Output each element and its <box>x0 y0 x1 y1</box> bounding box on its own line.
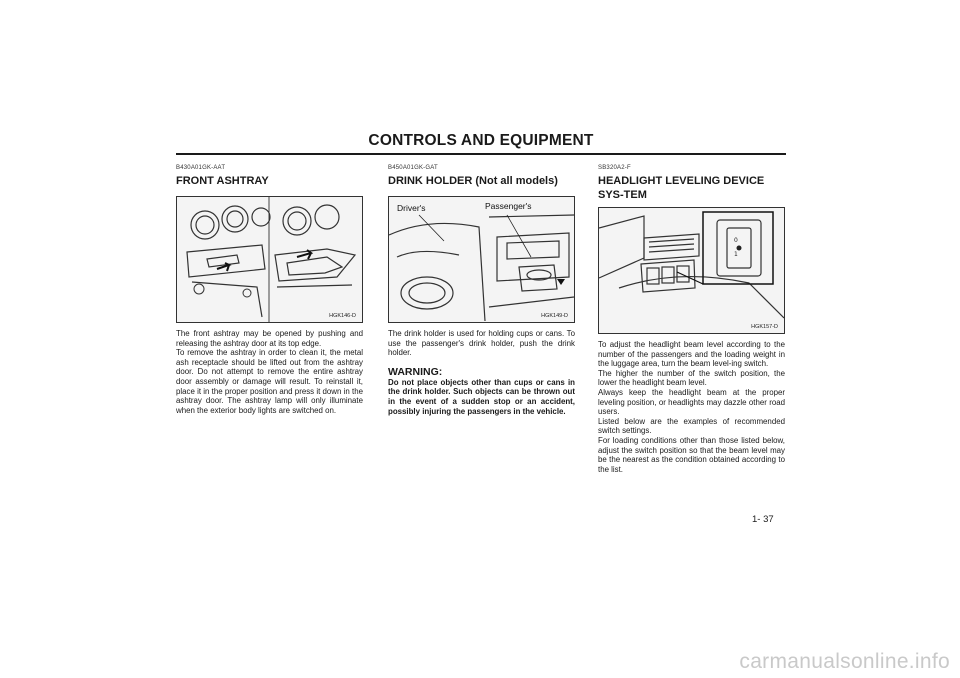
section-body <box>388 329 575 358</box>
paragraph: The higher the number of the switch position, the lower the headlight beam level. <box>598 368 785 388</box>
svg-text:0: 0 <box>734 237 738 244</box>
section-front-ashtray <box>176 165 363 415</box>
ashtray-drawing <box>177 197 362 322</box>
header-rule <box>176 153 786 155</box>
driver-label: Driver's <box>397 203 426 213</box>
section-title: DRINK HOLDER (Not all models) <box>388 175 558 187</box>
section-title: FRONT ASHTRAY <box>176 175 269 187</box>
section-body <box>598 340 785 474</box>
warning-text: Do not place objects other than cups or cans in the drink holder. Such objects can be thrown out in the event of a sudden stop or an accident, possibly injuring the passengers in the vehicle. <box>388 377 575 416</box>
figure-code: HGK146-D <box>329 313 356 319</box>
section-headlight-leveling <box>598 165 785 474</box>
headlight-switch-drawing <box>599 208 784 333</box>
ashtray-illustration <box>176 196 363 323</box>
paragraph: To adjust the headlight beam level according to the number of the passengers and the loading weight in the luggage area, turn the beam level-ing switch. <box>598 340 785 369</box>
passenger-label: Passenger's <box>485 201 532 211</box>
figure-code: HGK157-D <box>751 324 778 330</box>
paragraph: Always keep the headlight beam at the proper leveling position, or headlights may dazzle other road users. <box>598 387 785 417</box>
drink-holder-drawing <box>389 197 574 322</box>
section-code: SB320A2-F <box>598 165 631 171</box>
headlight-switch-illustration <box>598 207 785 334</box>
section-code: B450A01GK-GAT <box>388 165 438 171</box>
drink-holder-illustration <box>388 196 575 323</box>
section-code: B430A01GK-AAT <box>176 165 226 171</box>
watermark: carmanualsonline.info <box>739 650 950 673</box>
section-title: HEADLIGHT LEVELING DEVICE SYS-TEM <box>598 175 765 201</box>
svg-text:1: 1 <box>734 251 738 258</box>
paragraph: Listed below are the examples of recommended switch settings. <box>598 416 785 436</box>
section-body <box>176 329 363 415</box>
page-number: 1- 37 <box>752 514 774 525</box>
figure-code: HGK149-D <box>541 313 568 319</box>
paragraph: The front ashtray may be opened by pushing and releasing the ashtray door at its top edge. <box>176 329 363 348</box>
paragraph: To remove the ashtray in order to clean it, the metal ash receptacle should be lifted out from the ashtray door. Do not attempt to remove the entire ashtray door assembly or damage will result. To reinstall it, place it in the proper position and press it down in the ashtray door. The ashtray lamp will only illuminate when the exterior body lights are switched on. <box>176 348 363 415</box>
warning-title: WARNING: <box>388 365 443 378</box>
section-drink-holder <box>388 165 575 416</box>
paragraph: For loading conditions other than those listed below, adjust the switch position so that the beam level may be the nearest as the condition obtained according to the list. <box>598 435 785 474</box>
paragraph: The drink holder is used for holding cups or cans. To use the passenger's drink holder, push the drink holder. <box>388 329 575 358</box>
page-header: CONTROLS AND EQUIPMENT <box>368 132 594 149</box>
